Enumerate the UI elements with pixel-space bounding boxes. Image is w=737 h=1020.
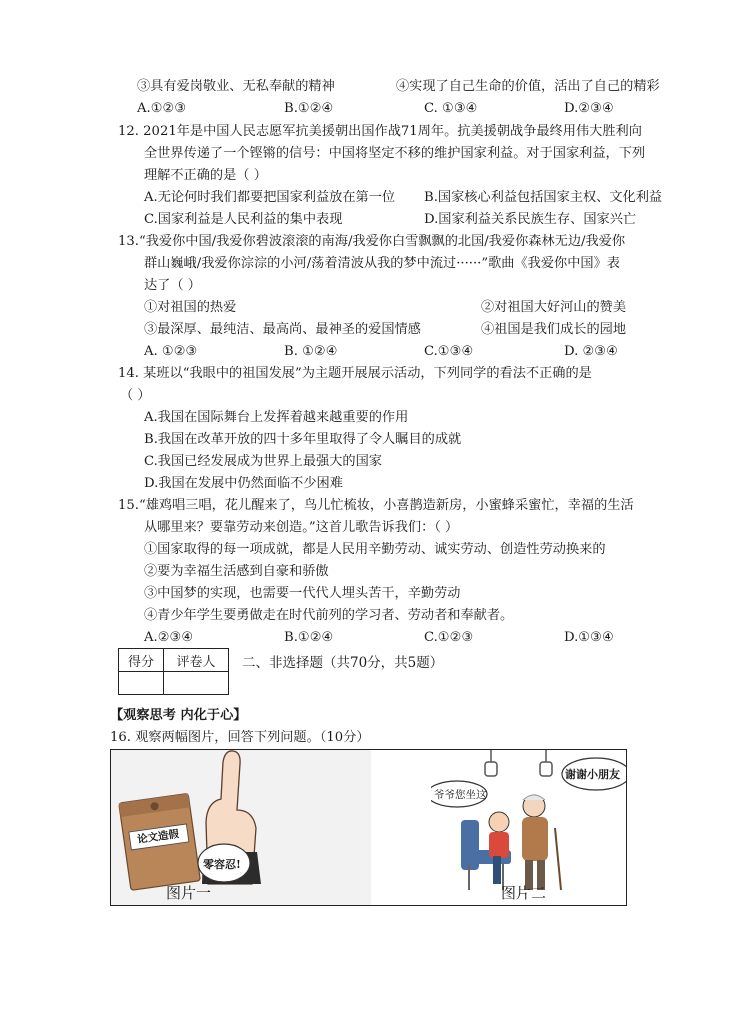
figure-2-caption: 图片二 (501, 884, 547, 902)
q14-stem-line2: （ ） (120, 388, 151, 403)
q16-stem: 16. 观察两幅图片，回答下列问题。（10分） (110, 730, 370, 745)
q13-option-1: ①对祖国的热爱 (144, 300, 237, 315)
q13-choice-a: A. ①②③ (144, 344, 198, 359)
q12-stem-line2: 全世界传递了一个铿锵的信号：中国将坚定不移的维护国家利益。对于国家利益，下列 (144, 146, 646, 161)
q13-stem-line3: 达了（ ） (144, 278, 201, 293)
q15-option-4: ④青少年学生要勇做走在时代前列的学习者、劳动者和奉献者。 (144, 608, 514, 623)
q11-option-4: ④实现了自己生命的价值，活出了自己的精彩 (396, 79, 660, 94)
score-table (118, 648, 229, 695)
q12-option-c: C.国家利益是人民利益的集中表现 (144, 212, 343, 227)
q15-option-3: ③中国梦的实现，也需要一代代人埋头苦干，辛勤劳动 (144, 586, 461, 601)
score-cell (119, 672, 164, 695)
q16-figure (110, 749, 627, 906)
fig1-bubble-text: 零容忍! (203, 858, 241, 871)
fig2-bubble-left: 爷爷您坐这 (434, 789, 487, 801)
q15-choice-c: C.①②③ (424, 630, 474, 645)
figure-1-caption: 图片一 (166, 884, 212, 902)
q11-choice-b: B.①②④ (284, 101, 334, 116)
q15-option-2: ②要为幸福生活感到自豪和骄傲 (144, 564, 329, 579)
section-title: 二、非选择题（共70分，共5题） (242, 655, 444, 671)
q13-choice-d: D. ②③④ (564, 344, 618, 359)
q11-option-3: ③具有爱岗敬业、无私奉献的精神 (137, 79, 335, 94)
q13-choice-c: C.①③④ (424, 344, 474, 359)
q12-option-b: B.国家核心利益包括国家主权、文化利益 (424, 190, 663, 205)
q13-option-4: ④祖国是我们成长的园地 (481, 322, 627, 337)
grader-cell (164, 672, 229, 695)
grader-header: 评卷人 (164, 649, 229, 672)
q15-choice-b: B.①②④ (284, 630, 334, 645)
q13-option-3: ③最深厚、最纯洁、最高尚、最神圣的爱国情感 (144, 322, 421, 337)
q12-stem-line1: 12. 2021年是中国人民志愿军抗美援朝出国作战71周年。抗美援朝战争最终用伟大胜利向 (118, 124, 642, 139)
fig1-envelope-label: 论文造假 (136, 828, 180, 846)
q15-option-1: ①国家取得的每一项成就，都是人民用辛勤劳动、诚实劳动、创造性劳动换来的 (144, 542, 606, 557)
q14-option-a: A.我国在国际舞台上发挥着越来越重要的作用 (144, 410, 409, 425)
q15-stem-line2: 从哪里来？要靠劳动来创造。”这首儿歌告诉我们：（ ） (144, 520, 459, 535)
q15-choice-a: A.②③④ (144, 630, 194, 645)
q14-stem-line1: 14. 某班以“我眼中的祖国发展”为主题开展展示活动，下列同学的看法不正确的是 (118, 366, 592, 381)
q13-choice-b: B. ①②④ (284, 344, 338, 359)
q14-option-d: D.我国在发展中仍然面临不少困难 (144, 476, 343, 491)
q12-stem-line3: 理解不正确的是（ ） (144, 168, 267, 183)
q11-choice-d: D.②③④ (564, 101, 614, 116)
q12-option-a: A.无论何时我们都要把国家利益放在第一位 (144, 190, 396, 205)
q13-stem-line2: 群山巍峨/我爱你淙淙的小河/荡着清波从我的梦中流过······”歌曲《我爱你中国》表 (144, 256, 620, 271)
fig2-bubble-right: 谢谢小朋友 (565, 768, 620, 781)
q11-choice-a: A.①②③ (137, 101, 187, 116)
q15-choice-d: D.①③④ (564, 630, 614, 645)
figure-1-illustration (111, 750, 371, 905)
q12-option-d: D.国家利益关系民族生存、国家兴亡 (424, 212, 637, 227)
part-heading: 【观察思考 内化于心】 (110, 708, 247, 723)
q14-option-c: C.我国已经发展成为世界上最强大的国家 (144, 454, 382, 469)
q13-stem-line1: 13.“我爱你中国/我爱你碧波滚滚的南海/我爱你白雪飘飘的北国/我爱你森林无边/我爱你 (118, 234, 626, 249)
q14-option-b: B.我国在改革开放的四十多年里取得了令人瞩目的成就 (144, 432, 462, 447)
q15-stem-line1: 15.“雄鸡唱三唱，花儿醒来了，鸟儿忙梳妆，小喜鹊造新房，小蜜蜂采蜜忙，幸福的生活 (118, 498, 634, 513)
q13-option-2: ②对祖国大好河山的赞美 (481, 300, 627, 315)
score-header: 得分 (119, 649, 164, 672)
q11-choice-c: C. ①③④ (424, 101, 478, 116)
